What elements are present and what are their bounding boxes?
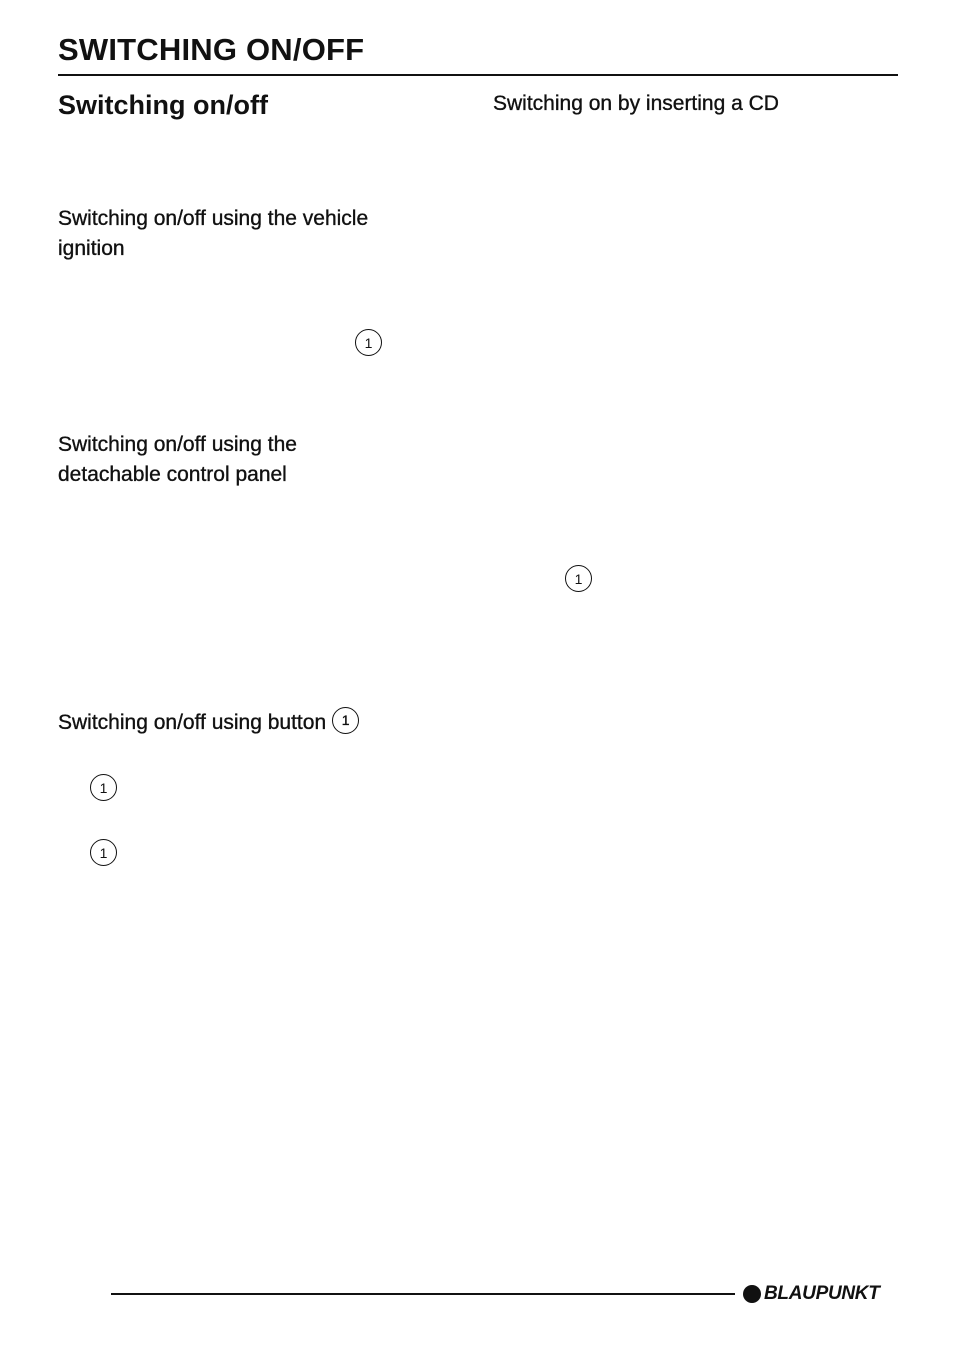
page-header: SWITCHING ON/OFF <box>58 32 365 67</box>
header-divider <box>58 74 898 76</box>
footer-divider <box>111 1293 735 1295</box>
button-heading-ref-marker: 1 <box>332 707 359 734</box>
panel-heading-line2: detachable control panel <box>58 463 287 486</box>
ignition-heading-line1: Switching on/off using the vehicle <box>58 207 369 230</box>
step-one-ref-marker: 1 <box>90 774 117 801</box>
logo-dot-icon <box>743 1285 761 1303</box>
brand-name: BLAUPUNKT <box>764 1283 880 1304</box>
ignition-ref-marker: 1 <box>355 329 382 356</box>
step-two-ref-marker: 1 <box>90 839 117 866</box>
button-heading-text: Switching on/off using button <box>58 711 327 734</box>
cd-ref-marker: 1 <box>565 565 592 592</box>
ignition-heading-line2: ignition <box>58 237 125 260</box>
button-heading <box>58 708 359 738</box>
section-title: Switching on/off <box>58 90 268 120</box>
cd-heading: Switching on by inserting a CD <box>493 92 779 115</box>
panel-heading-line1: Switching on/off using the <box>58 433 297 456</box>
brand-logo <box>743 1282 880 1306</box>
